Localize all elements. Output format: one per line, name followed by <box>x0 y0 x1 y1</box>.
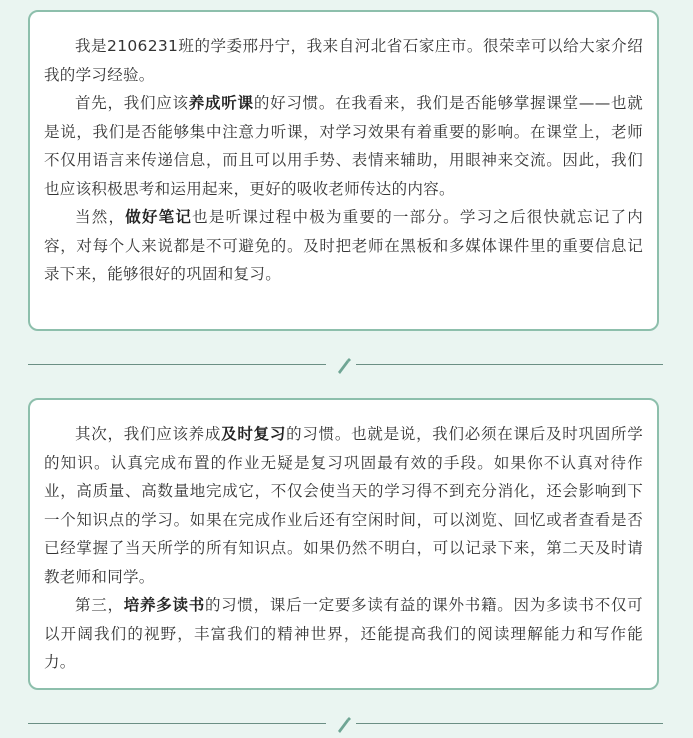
section-divider <box>28 355 663 375</box>
section-divider <box>28 714 663 734</box>
content-card-2 <box>28 398 659 690</box>
paragraph-review: 其次，我们应该养成及时复习的习惯。也就是说，我们必须在课后及时巩固所学的知识。认真完成布置的作业无疑是复习巩固最有效的手段。如果你不认真对待作业，高质量、高数量地完成它，不仅会使当天的学习得不到充分消化，还会影响到下一个知识点的学习。如果在完成作业后还有空闲时间，可以浏览、回忆或者查看是否已经掌握了当天所学的所有知识点。如果仍然不明白，可以记录下来，第二天及时请教老师和同学。 <box>44 425 643 586</box>
paragraph-listening: 首先，我们应该养成听课的好习惯。在我看来，我们是否能够掌握课堂——也就是说，我们是否能够集中注意力听课，对学习效果有着重要的影响。在课堂上，老师不仅用语言来传递信息，而且可以用手势、表情来辅助，用眼神来交流。因此，我们也应该积极思考和运用起来，更好的吸收老师传达的内容。 <box>44 94 644 198</box>
content-card-1 <box>28 10 659 331</box>
divider-line-right <box>356 364 663 365</box>
highlight-reading: 培养多读书 <box>123 596 205 614</box>
divider-line-left <box>28 723 326 724</box>
paragraph-reading: 第三，培养多读书的习惯，课后一定要多读有益的课外书籍。因为多读书不仅可以开阔我们的视野，丰富我们的精神世界，还能提高我们的阅读理解能力和写作能力。 <box>44 596 643 671</box>
paragraph-intro: 我是2106231班的学委邢丹宁，我来自河北省石家庄市。很荣幸可以给大家介绍我的学习经验。 <box>44 37 643 84</box>
pen-icon <box>334 355 352 375</box>
divider-line-right <box>356 723 663 724</box>
highlight-listening: 养成听课 <box>188 94 254 112</box>
highlight-notes: 做好笔记 <box>125 208 193 226</box>
divider-line-left <box>28 364 326 365</box>
pen-icon <box>334 714 352 734</box>
paragraph-notes: 当然，做好笔记也是听课过程中极为重要的一部分。学习之后很快就忘记了内容，对每个人来说都是不可避免的。及时把老师在黑板和多媒体课件里的重要信息记录下来，能够很好的巩固和复习。 <box>44 208 643 283</box>
highlight-review: 及时复习 <box>221 425 287 443</box>
